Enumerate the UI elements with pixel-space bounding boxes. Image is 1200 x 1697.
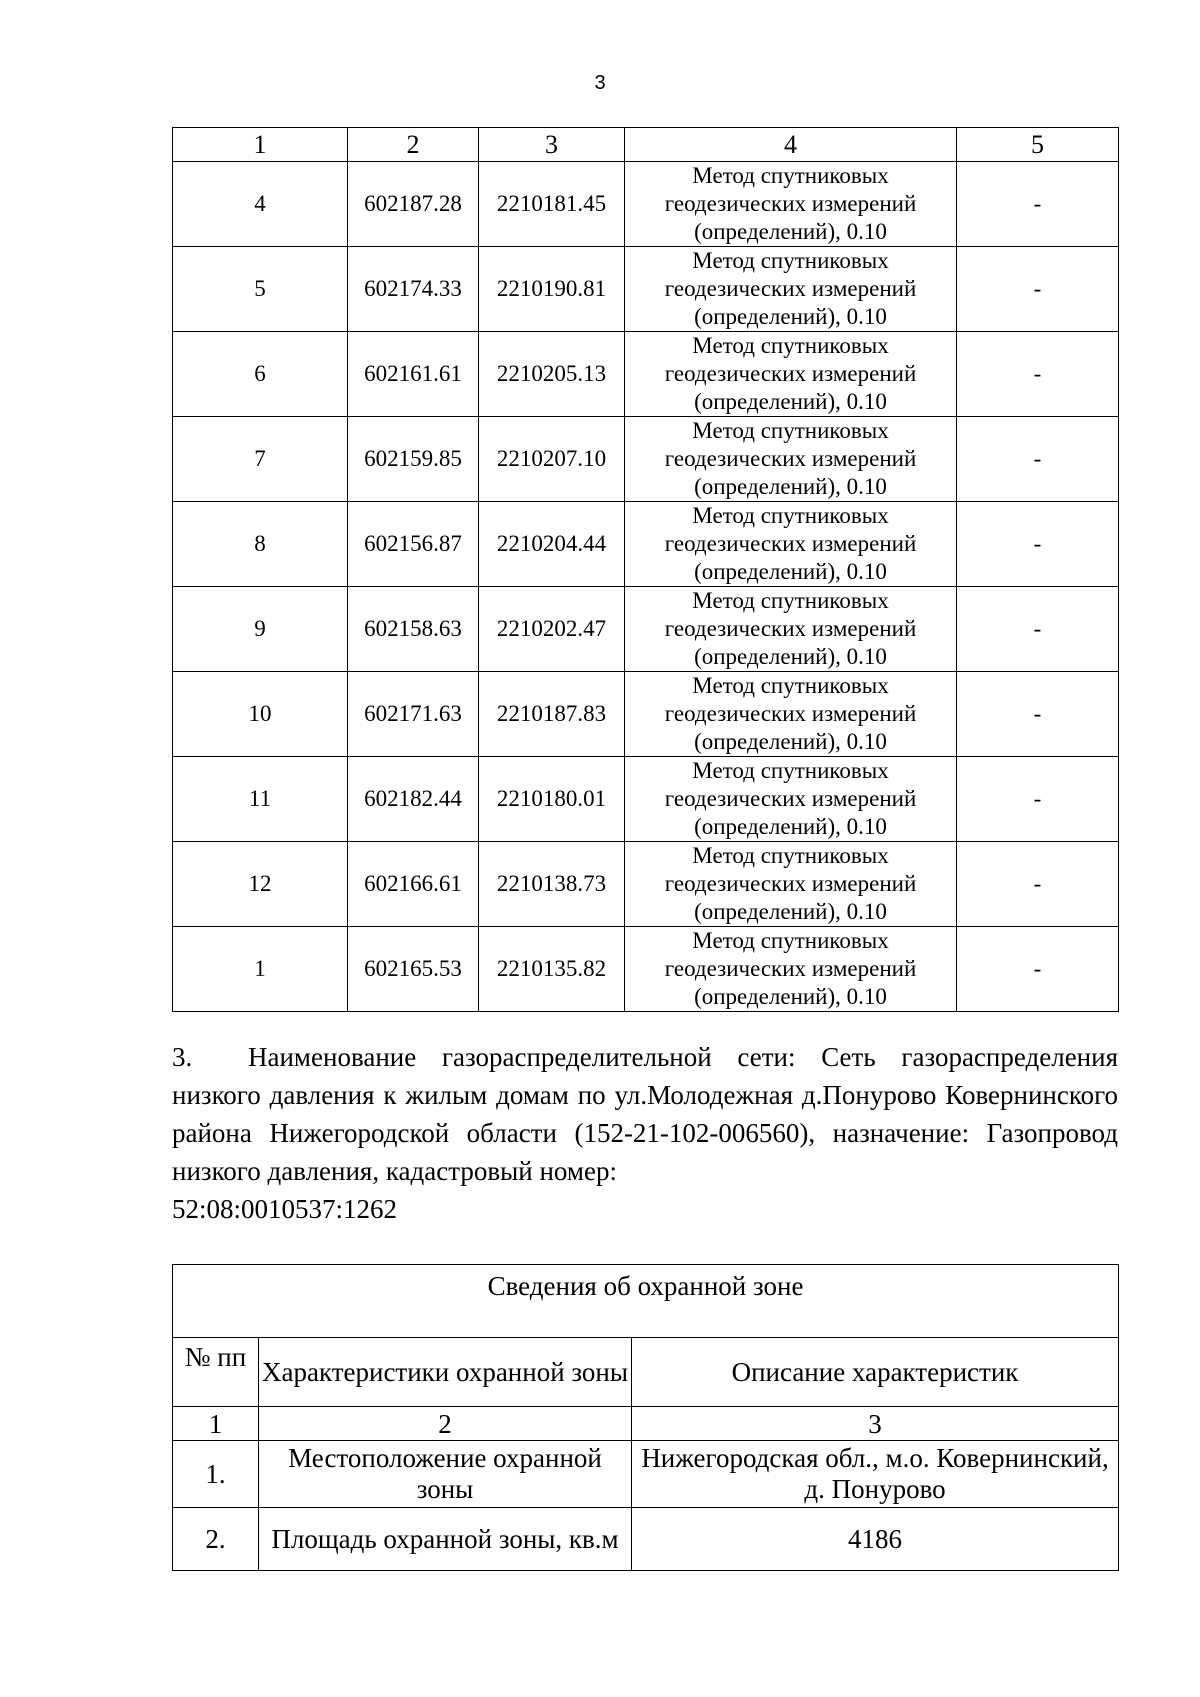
method-line: (определений), 0.10: [694, 389, 887, 414]
description: -: [957, 247, 1119, 332]
method-line: (определений), 0.10: [694, 474, 887, 499]
coordinates-table: [172, 127, 1119, 1012]
y-coordinate: 2210207.10: [479, 417, 625, 502]
cadastral-number: 52:08:0010537:1262: [172, 1194, 398, 1224]
table-row: [173, 927, 1119, 1012]
method: [625, 417, 957, 502]
point-number: 5: [173, 247, 348, 332]
zone-col-description: Описание характеристик: [632, 1338, 1119, 1407]
method-line: геодезических измерений: [664, 446, 917, 471]
description: -: [957, 502, 1119, 587]
method-line: Метод спутниковых: [692, 248, 889, 273]
y-coordinate: 2210135.82: [479, 927, 625, 1012]
method-line: Метод спутниковых: [692, 418, 889, 443]
table-row: [173, 757, 1119, 842]
zone-col-characteristics: Характеристики охранной зоны: [259, 1338, 632, 1407]
table-row: [173, 842, 1119, 927]
point-number: 6: [173, 332, 348, 417]
method-line: (определений), 0.10: [694, 899, 887, 924]
method-line: Метод спутниковых: [692, 588, 889, 613]
coordinates-header-row: [173, 128, 1119, 162]
zone-table-title: Сведения об охранной зоне: [173, 1265, 1119, 1338]
x-coordinate: 602174.33: [348, 247, 479, 332]
y-coordinate: 2210204.44: [479, 502, 625, 587]
zone-row-name: Местоположение охранной зоны: [259, 1441, 632, 1508]
description: -: [957, 332, 1119, 417]
description: -: [957, 757, 1119, 842]
method-line: Метод спутниковых: [692, 758, 889, 783]
x-coordinate: 602166.61: [348, 842, 479, 927]
method-line: геодезических измерений: [664, 701, 917, 726]
method: [625, 502, 957, 587]
y-coordinate: 2210202.47: [479, 587, 625, 672]
method-line: Метод спутниковых: [692, 333, 889, 358]
method: [625, 162, 957, 247]
method-line: геодезических измерений: [664, 361, 917, 386]
table-row: [173, 587, 1119, 672]
y-coordinate: 2210205.13: [479, 332, 625, 417]
zone-row-number: 2.: [173, 1508, 259, 1571]
method-line: геодезических измерений: [664, 276, 917, 301]
method: [625, 672, 957, 757]
description: -: [957, 927, 1119, 1012]
description: -: [957, 162, 1119, 247]
point-number: 10: [173, 672, 348, 757]
method-line: Метод спутниковых: [692, 503, 889, 528]
point-number: 4: [173, 162, 348, 247]
header-cell: 1: [173, 128, 348, 162]
method-line: Метод спутниковых: [692, 843, 889, 868]
method-line: (определений), 0.10: [694, 219, 887, 244]
method-line: геодезических измерений: [664, 786, 917, 811]
header-cell: 3: [479, 128, 625, 162]
point-number: 8: [173, 502, 348, 587]
header-cell: 5: [957, 128, 1119, 162]
table-row: [173, 502, 1119, 587]
method-line: геодезических измерений: [664, 616, 917, 641]
x-coordinate: 602165.53: [348, 927, 479, 1012]
table-row: [173, 417, 1119, 502]
x-coordinate: 602187.28: [348, 162, 479, 247]
description: -: [957, 587, 1119, 672]
x-coordinate: 602158.63: [348, 587, 479, 672]
point-number: 7: [173, 417, 348, 502]
x-coordinate: 602182.44: [348, 757, 479, 842]
y-coordinate: 2210180.01: [479, 757, 625, 842]
table-row: [173, 162, 1119, 247]
method-line: геодезических измерений: [664, 956, 917, 981]
x-coordinate: 602156.87: [348, 502, 479, 587]
method: [625, 927, 957, 1012]
section-number: 3.: [172, 1042, 193, 1072]
header-cell: 2: [348, 128, 479, 162]
zone-index-cell: 3: [632, 1407, 1119, 1441]
header-cell: 4: [625, 128, 957, 162]
zone-col-number: № пп: [173, 1338, 259, 1407]
zone-title-row: [173, 1265, 1119, 1338]
x-coordinate: 602171.63: [348, 672, 479, 757]
section-3: [172, 1038, 1118, 1228]
method-line: (определений), 0.10: [694, 304, 887, 329]
method: [625, 587, 957, 672]
table-row: [173, 672, 1119, 757]
y-coordinate: 2210190.81: [479, 247, 625, 332]
table-row: [173, 332, 1119, 417]
point-number: 11: [173, 757, 348, 842]
method-line: геодезических измерений: [664, 871, 917, 896]
zone-row-name: Площадь охранной зоны, кв.м: [259, 1508, 632, 1571]
point-number: 1: [173, 927, 348, 1012]
point-number: 9: [173, 587, 348, 672]
zone-index-cell: 1: [173, 1407, 259, 1441]
page-number: 3: [594, 72, 606, 94]
table-row: [173, 247, 1119, 332]
method-line: геодезических измерений: [664, 531, 917, 556]
method: [625, 757, 957, 842]
description: -: [957, 417, 1119, 502]
method-line: (определений), 0.10: [694, 559, 887, 584]
method-line: Метод спутниковых: [692, 673, 889, 698]
description: -: [957, 672, 1119, 757]
zone-row-area: [173, 1508, 1119, 1571]
method-line: (определений), 0.10: [694, 729, 887, 754]
zone-row-value: 4186: [632, 1508, 1119, 1571]
y-coordinate: 2210181.45: [479, 162, 625, 247]
zone-row-value: Нижегородская обл., м.о. Ковернинский, д. Понурово: [632, 1441, 1119, 1508]
zone-index-row: [173, 1407, 1119, 1441]
method: [625, 842, 957, 927]
zone-column-header-row: [173, 1338, 1119, 1407]
method-line: (определений), 0.10: [694, 644, 887, 669]
point-number: 12: [173, 842, 348, 927]
y-coordinate: 2210138.73: [479, 842, 625, 927]
y-coordinate: 2210187.83: [479, 672, 625, 757]
zone-row-location: [173, 1441, 1119, 1508]
x-coordinate: 602161.61: [348, 332, 479, 417]
description: -: [957, 842, 1119, 927]
method-line: геодезических измерений: [664, 191, 917, 216]
method: [625, 247, 957, 332]
zone-row-number: 1.: [173, 1441, 259, 1508]
method: [625, 332, 957, 417]
method-line: (определений), 0.10: [694, 984, 887, 1009]
method-line: Метод спутниковых: [692, 928, 889, 953]
section-text: Наименование газораспределительной сети: Сеть газораспределения низкого давления к жилым домам по ул.Молодежная д.Понурово Ковернинского района Нижегородской области (152-21-102-006560), назначение: Газопровод низкого давления, кадастровый номер:: [172, 1042, 1118, 1186]
method-line: (определений), 0.10: [694, 814, 887, 839]
protection-zone-table: [172, 1264, 1119, 1571]
zone-index-cell: 2: [259, 1407, 632, 1441]
x-coordinate: 602159.85: [348, 417, 479, 502]
method-line: Метод спутниковых: [692, 163, 889, 188]
